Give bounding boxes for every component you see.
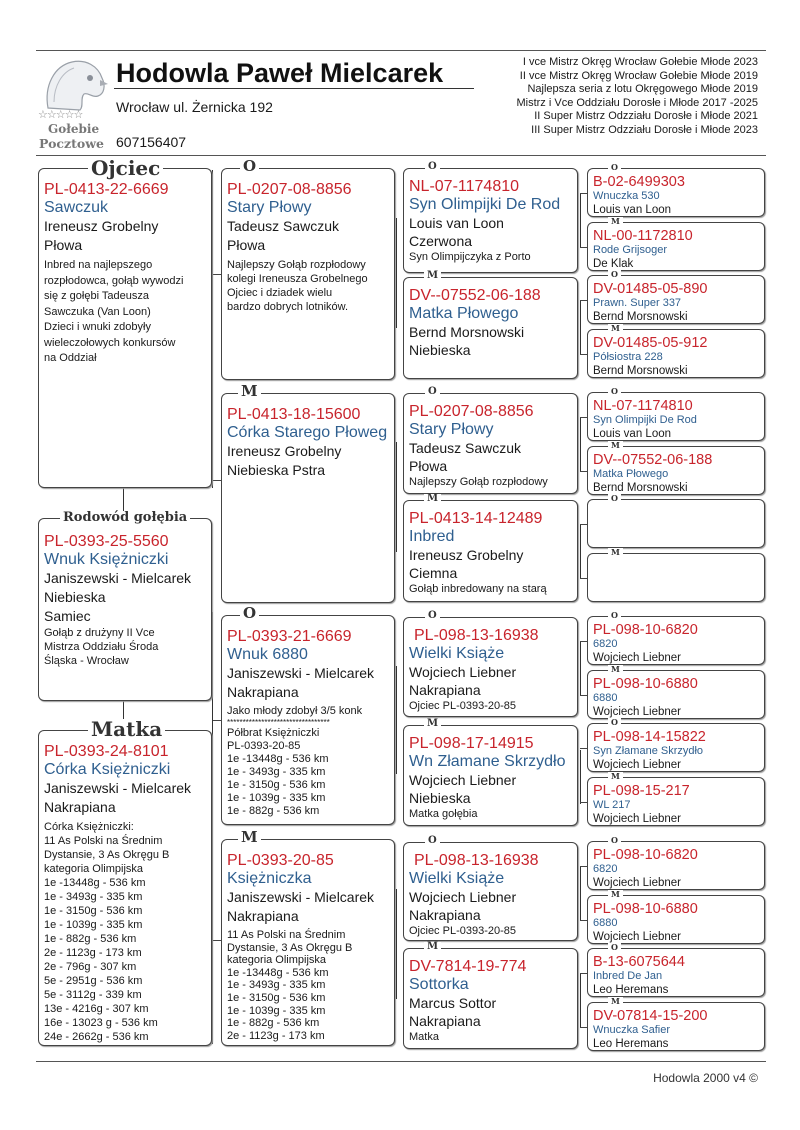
breeder: Wojciech Liebner	[593, 813, 682, 825]
great-grandparent-card[interactable]	[403, 168, 578, 273]
note-line: 1e - 3493g - 335 km	[44, 891, 143, 903]
father-label: Ojciec	[88, 158, 163, 178]
phone-number: 607156407	[116, 134, 187, 150]
gen4-ancestor-card[interactable]	[587, 948, 765, 997]
achievement: II vce Mistrz Okręg Wrocław Gołebie Młode 2019	[519, 69, 758, 82]
note-line: 5e - 3112g - 339 km	[44, 989, 142, 1001]
connector	[212, 274, 221, 275]
note-line: 24e - 2662g - 536 km	[44, 1031, 149, 1043]
breeder: Leo Heremans	[593, 984, 669, 996]
dam-label: M	[424, 719, 441, 729]
pigeon-name: Matka Płowego	[593, 468, 669, 480]
note: Gołąb inbredowany na starą	[409, 583, 547, 595]
logo-text-line1: Gołebie	[48, 122, 100, 136]
grandparent-card[interactable]	[221, 839, 395, 1046]
ring-number: DV-01485-05-912	[593, 335, 708, 351]
dam-label: M	[608, 890, 623, 898]
color: Niebieska Pstra	[227, 462, 326, 478]
sire-label: O	[608, 611, 621, 619]
ring-number: PL-098-10-6880	[593, 901, 698, 917]
breeder: Tadeusz Sawczuk	[227, 218, 340, 234]
note-line: Jako młody zdobył 3/5 konk	[227, 705, 363, 717]
breeder: Wojciech Liebner	[593, 931, 682, 943]
note: Ojciec PL-0393-20-85	[409, 925, 517, 937]
note-line: 1e - 882g - 536 km	[227, 805, 320, 817]
logo-stars: ☆☆☆☆☆	[38, 109, 83, 121]
dam-label: M	[238, 830, 261, 845]
note-line: Ojciec i dziadek wielu	[227, 287, 333, 299]
ring-number: PL-0207-08-8856	[409, 403, 534, 420]
note: Ojciec PL-0393-20-85	[409, 700, 517, 712]
connector	[580, 417, 587, 418]
ring-number: PL-098-14-15822	[593, 729, 706, 745]
connector	[396, 666, 397, 774]
pigeon-name: Syn Olimpijki De Rod	[409, 196, 561, 213]
breeder: Wojciech Liebner	[593, 877, 682, 889]
great-grandparent-card[interactable]	[403, 725, 578, 826]
great-grandparent-card[interactable]	[403, 393, 578, 494]
color: Nakrapiana	[44, 799, 116, 815]
dam-label: M	[424, 271, 441, 281]
connector	[396, 442, 397, 552]
great-grandparent-card[interactable]	[403, 500, 578, 602]
breeder: Ireneusz Grobelny	[409, 547, 524, 563]
note-line: 11 As Polski na Średnim	[44, 835, 163, 847]
dam-label: M	[608, 217, 623, 225]
connector	[212, 480, 221, 481]
pigeon-name: Córka Księżniczki	[44, 761, 171, 778]
dam-label: M	[608, 665, 623, 673]
breeder: Louis van Loon	[593, 428, 672, 440]
note-line: Gołąb z drużyny II Vce	[44, 627, 155, 639]
connector	[580, 193, 587, 194]
pigeon-name: 6820	[593, 638, 618, 650]
note-line: 16e - 13023 g - 536 km	[44, 1017, 158, 1029]
gen4-ancestor-card[interactable]	[587, 841, 765, 890]
gen4-ancestor-card[interactable]	[587, 1002, 765, 1051]
pigeon-name: Wielki Książe	[409, 645, 505, 662]
note-line: 13e - 4216g - 307 km	[44, 1003, 149, 1015]
pigeon-head-icon	[40, 56, 110, 112]
sire-label: O	[608, 494, 621, 502]
breeder: Ireneusz Grobelny	[44, 218, 159, 234]
gen4-ancestor-card[interactable]	[587, 499, 765, 548]
color: Nakrapiana	[227, 684, 299, 700]
note-line: kategoria Olimpijska	[44, 863, 144, 875]
note-line: 1e - 3150g - 536 km	[227, 779, 326, 791]
pigeon-name: Wnuk Księżniczki	[44, 551, 169, 568]
note-line: się z gołębi Tadeusza	[44, 290, 149, 302]
breeder: Janiszewski - Mielcarek	[227, 889, 375, 905]
top-rule	[36, 50, 766, 51]
color: Niebieska	[409, 790, 471, 806]
title-underline	[114, 88, 474, 89]
dam-label: M	[608, 324, 623, 332]
achievement: Najlepsza seria z lotu Okręgowego Młode 2019	[527, 83, 758, 96]
note-line: 2e - 1123g - 173 km	[44, 947, 142, 959]
ring-number: DV-01485-05-890	[593, 281, 708, 297]
subject-card[interactable]	[38, 518, 212, 701]
grandparent-card[interactable]	[221, 393, 395, 603]
sire-label: O	[425, 162, 440, 172]
note-line: 1e -13448g - 536 km	[44, 877, 146, 889]
breeder: Janiszewski - Mielcarek	[44, 570, 192, 586]
connector	[580, 641, 587, 642]
pigeon-name: Inbred De Jan	[593, 970, 663, 982]
connector	[580, 525, 581, 579]
note-line: 1e - 882g - 536 km	[227, 1017, 320, 1030]
grandparent-card[interactable]	[221, 615, 395, 825]
note-line: 5e - 2951g - 536 km	[44, 975, 143, 987]
ring-number: PL-098-10-6820	[593, 847, 698, 863]
connector	[580, 866, 587, 867]
note-line: 11 As Polski na Średnim	[227, 929, 346, 941]
achievement: III Super Mistrz Odzziału Dorosłe i Młode 2023	[531, 123, 758, 136]
breeder: Janiszewski - Mielcarek	[227, 665, 375, 681]
note-line: kolegi Ireneusza Grobelnego	[227, 273, 368, 285]
note-line: Sawczuka (Van Loon)	[44, 305, 151, 318]
note-line: 1e - 1039g - 335 km	[227, 1004, 326, 1017]
note-line: PL-0393-20-85	[227, 740, 301, 752]
dam-label: M	[608, 548, 623, 556]
note-line: 1e - 1039g - 335 km	[227, 792, 326, 804]
pigeon-name: Syn Olimpijki De Rod	[593, 414, 697, 426]
connector	[580, 642, 581, 696]
great-grandparent-card[interactable]	[403, 948, 578, 1049]
color: Płowa	[409, 458, 448, 474]
note: Matka gołębia	[409, 808, 478, 820]
breeder: Louis van Loon	[593, 204, 672, 216]
ring-number: PL-098-13-16938	[414, 852, 539, 869]
connector	[212, 170, 213, 488]
gen4-ancestor-card[interactable]	[587, 553, 765, 602]
connector	[580, 748, 587, 749]
note-line: rozpłodowca, gołąb wywodzi	[44, 274, 184, 287]
note-line: Córka Księżniczki:	[44, 821, 134, 833]
ring-number: PL-098-10-6880	[593, 676, 698, 692]
ring-number: DV--07552-06-188	[593, 452, 713, 468]
pigeon-name: Sottorka	[409, 976, 469, 993]
dam-label: M	[238, 384, 261, 399]
ring-number: PL-0413-18-15600	[227, 406, 361, 423]
connector	[580, 247, 587, 248]
breeder: De Klak	[593, 258, 634, 270]
connector	[580, 193, 581, 247]
ring-number: PL-0393-21-6669	[227, 628, 352, 645]
address: Wrocław ul. Żernicka 192	[116, 99, 273, 115]
great-grandparent-card[interactable]	[403, 277, 578, 379]
pigeon-name: Córka Starego Płoweg	[227, 424, 388, 441]
pigeon-name: Prawn. Super 337	[593, 297, 682, 309]
great-grandparent-card[interactable]	[403, 842, 578, 941]
color: Niebieska	[409, 342, 471, 358]
note-line: bardzo dobrych lotników.	[227, 301, 349, 313]
breeder: Wojciech Liebner	[593, 706, 682, 718]
breeder: Louis van Loon	[409, 215, 504, 231]
sex: Samiec	[44, 608, 91, 624]
ring-number: PL-098-13-16938	[414, 627, 539, 644]
color: Nakrapiana	[227, 908, 299, 924]
connector	[580, 578, 587, 579]
pigeon-name: Wnuczka Safier	[593, 1024, 671, 1036]
note-line: 1e - 3493g - 335 km	[227, 766, 326, 778]
breeder: Bernd Morsnowski	[593, 365, 688, 377]
color: Nakrapiana	[409, 1013, 481, 1029]
pigeon-name: Inbred	[409, 528, 455, 545]
sire-label: O	[608, 387, 621, 395]
connector	[580, 920, 587, 921]
ring-number: DV-7814-19-774	[409, 958, 527, 975]
sire-label: O	[608, 163, 621, 171]
connector	[580, 750, 581, 804]
connector	[580, 418, 581, 472]
pigeon-name: Wnuk 6880	[227, 646, 308, 663]
pigeon-name: Matka Płowego	[409, 305, 519, 322]
color: Niebieska	[44, 589, 106, 605]
grandparent-card[interactable]	[221, 168, 395, 380]
gen4-ancestor-card[interactable]	[587, 392, 765, 441]
dam-label: M	[608, 997, 623, 1005]
ring-number: B-02-6499303	[593, 174, 685, 190]
logo	[36, 56, 108, 152]
ring-number: DV--07552-06-188	[409, 287, 541, 304]
note-line: Półbrat Księżniczki	[227, 727, 320, 739]
color: Nakrapiana	[409, 907, 481, 923]
gen4-ancestor-card[interactable]	[587, 446, 765, 495]
pigeon-name: Księżniczka	[227, 870, 312, 887]
ring-number: PL-0413-22-6669	[44, 181, 169, 198]
footer-credit: Hodowla 2000 v4 ©	[653, 1071, 758, 1085]
connector	[212, 720, 221, 721]
sire-label: O	[608, 718, 621, 726]
gen4-ancestor-card[interactable]	[587, 777, 765, 826]
color: Ciemna	[409, 565, 458, 581]
achievement: I vce Mistrz Okręg Wrocław Gołebie Młode 2023	[522, 56, 758, 68]
note-line: kategoria Olimpijska	[227, 954, 327, 967]
connector	[580, 1027, 587, 1028]
subject-label: Rodowód gołębia	[60, 511, 190, 524]
color: Nakrapiana	[409, 682, 481, 698]
breeder: Marcus Sottor	[409, 995, 497, 1011]
dam-label: M	[608, 772, 623, 780]
note-line: 1e - 882g - 536 km	[44, 933, 137, 945]
breeder: Leo Heremans	[593, 1038, 669, 1050]
connector	[580, 524, 587, 525]
pigeon-name: Półsiostra 228	[593, 351, 663, 363]
breeder: Bernd Morsnowski	[409, 324, 525, 340]
pigeon-name: Wnuczka 530	[593, 190, 660, 202]
connector	[212, 612, 213, 1044]
ring-number: PL-0413-14-12489	[409, 510, 543, 527]
connector	[396, 889, 397, 999]
gen4-ancestor-card[interactable]	[587, 222, 765, 271]
page-title: Hodowla Paweł Mielcarek	[116, 58, 444, 88]
breeder: Tadeusz Sawczuk	[409, 440, 522, 456]
note-line: Inbred na najlepszego	[44, 259, 153, 271]
pigeon-name: Wielki Książe	[409, 870, 505, 887]
pigeon-name: Wn Złamane Skrzydło	[409, 753, 566, 770]
note-line: wieleczołowych konkursów	[44, 336, 176, 349]
connector	[580, 866, 581, 920]
breeder: Wojciech Liebner	[409, 889, 517, 905]
gen4-ancestor-card[interactable]	[587, 723, 765, 772]
note-line: 2e - 1123g - 173 km	[227, 1029, 325, 1042]
pigeon-name: Stary Płowy	[409, 421, 494, 438]
ring-number: B-13-6075644	[593, 954, 685, 970]
achievements-list	[516, 56, 758, 138]
pigeon-name: Rode Grijsoger	[593, 244, 667, 256]
note-line: Dzieci i wnuki zdobyły	[44, 321, 151, 333]
pigeon-name: 6880	[593, 692, 618, 704]
gen4-ancestor-card[interactable]	[587, 329, 765, 378]
connector	[580, 973, 581, 1027]
dam-label: M	[424, 494, 441, 504]
connector	[396, 218, 397, 328]
connector	[580, 973, 587, 974]
sire-label: O	[608, 270, 621, 278]
ring-number: NL-07-1174810	[593, 398, 693, 414]
sire-label: O	[240, 159, 259, 174]
connector	[580, 354, 587, 355]
breeder: Janiszewski - Mielcarek	[44, 780, 192, 796]
connector	[580, 802, 587, 803]
dam-label: M	[608, 441, 623, 449]
breeder: Bernd Morsnowski	[593, 482, 688, 494]
breeder: Bernd Morsnowski	[593, 311, 688, 323]
ring-number: DV-07814-15-200	[593, 1008, 708, 1024]
connector	[580, 300, 581, 354]
note-line: Dystansie, 3 As Okręgu B	[44, 849, 170, 861]
sire-label: O	[425, 611, 440, 621]
connector	[580, 695, 587, 696]
connector	[212, 940, 221, 941]
sire-label: O	[425, 387, 440, 397]
note-line: *********************************	[227, 718, 330, 727]
mother-label: Matka	[88, 719, 165, 739]
breeder: Wojciech Liebner	[409, 664, 517, 680]
breeder: Ireneusz Grobelny	[227, 443, 342, 459]
ring-number: PL-0207-08-8856	[227, 181, 352, 198]
pigeon-name: Sawczuk	[44, 199, 109, 216]
gen4-ancestor-card[interactable]	[587, 670, 765, 719]
achievement: Mistrz i Vce Oddziału Dorosłe i Młode 2017 -2025	[516, 96, 758, 109]
ring-number: PL-0393-24-8101	[44, 743, 169, 760]
ring-number: PL-098-10-6820	[593, 622, 698, 638]
achievement: II Super Mistrz Odzziału Dorosłe i Młode 2021	[534, 110, 758, 123]
sire-label: O	[240, 606, 259, 621]
breeder: Wojciech Liebner	[593, 759, 682, 771]
great-grandparent-card[interactable]	[403, 617, 578, 717]
note-line: 1e - 3150g - 536 km	[227, 991, 326, 1004]
sire-label: O	[425, 836, 440, 846]
note-line: 2e - 796g - 307 km	[44, 961, 137, 973]
ring-number: PL-098-17-14915	[409, 735, 534, 752]
pigeon-name: 6820	[593, 863, 618, 875]
mother-card[interactable]	[38, 730, 212, 1046]
color: Płowa	[44, 237, 83, 253]
pigeon-name: Stary Płowy	[227, 199, 312, 216]
note-line: 1e -13448g - 536 km	[227, 753, 329, 765]
pigeon-name: Syn Złamane Skrzydło	[593, 745, 704, 757]
gen4-ancestor-card[interactable]	[587, 275, 765, 324]
note-line: 1e -13448g - 536 km	[227, 966, 329, 979]
gen4-ancestor-card[interactable]	[587, 168, 765, 217]
note: Matka	[409, 1031, 439, 1043]
breeder: Wojciech Liebner	[409, 772, 517, 788]
footer-rule	[36, 1061, 766, 1062]
breeder: Wojciech Liebner	[593, 652, 682, 664]
logo-text-line2: Pocztowe	[39, 136, 104, 151]
ring-number: NL-07-1174810	[409, 178, 520, 195]
connector	[580, 471, 587, 472]
sire-label: O	[608, 943, 621, 951]
note: Syn Olimpijczyka z Porto	[409, 251, 531, 263]
note: Najlepszy Gołąb rozpłodowy	[409, 476, 548, 488]
ring-number: PL-098-15-217	[593, 783, 690, 799]
connector	[580, 300, 587, 301]
note-line: 1e - 3150g - 536 km	[44, 905, 143, 917]
note-line: Mistrza Oddziału Środa	[44, 641, 159, 653]
father-card[interactable]	[38, 168, 212, 488]
pigeon-name: 6880	[593, 917, 618, 929]
note-line: 1e - 1039g - 335 km	[44, 919, 143, 931]
dam-label: M	[424, 942, 441, 952]
note-line: Śląska - Wrocław	[44, 655, 129, 667]
ring-number: NL-00-1172810	[593, 228, 693, 244]
note-line: na Oddział	[44, 352, 97, 364]
pigeon-name: WL 217	[593, 799, 631, 811]
color: Czerwona	[409, 233, 473, 249]
color: Płowa	[227, 237, 266, 253]
gen4-ancestor-card[interactable]	[587, 895, 765, 944]
note-line: 1e - 3493g - 335 km	[227, 979, 326, 992]
ring-number: PL-0393-25-5560	[44, 533, 169, 550]
note-line: Dystansie, 3 As Okręgu B	[227, 941, 353, 954]
note-line: Najlepszy Gołąb rozpłodowy	[227, 259, 366, 271]
sire-label: O	[608, 836, 621, 844]
gen4-ancestor-card[interactable]	[587, 616, 765, 665]
ring-number: PL-0393-20-85	[227, 852, 334, 869]
